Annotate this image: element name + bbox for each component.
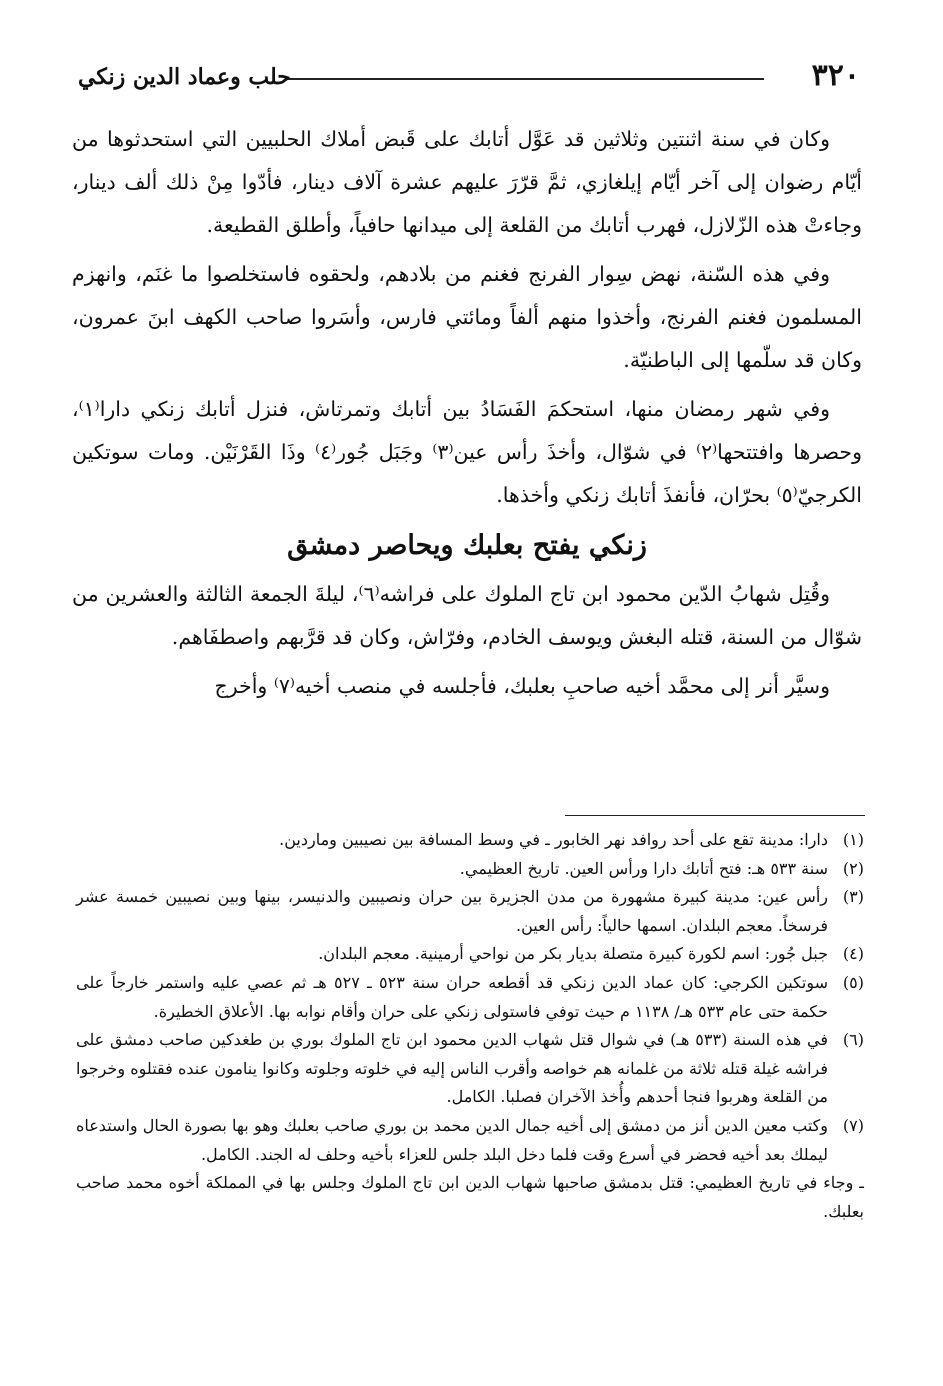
page-number: ٣٢٠	[811, 58, 860, 93]
footnote-number: (١)	[842, 830, 864, 849]
paragraph: وفي شهر رمضان منها، استحكمَ الفَسَادُ بين أتابك وتمرتاش، فنزل أتابك زنكي دارا⁽١⁾، وحصرها وافتتحها⁽٢⁾ في شوّال، وأخذَ رأس عين⁽٣⁾ وجَبَل جُور⁽٤⁾ وذَا القَرْنَيْن. ومات سوتكين الكرجيّ⁽٥⁾ بحرّان، فأنفذَ أتابك زنكي وأخذها.	[72, 397, 862, 507]
footnote-number: (٤)	[842, 944, 864, 964]
footnote	[76, 855, 864, 884]
footnote-number: (٦)	[842, 1030, 864, 1050]
paragraph: وكان في سنة اثنتين وثلاثين قد عَوَّل أتابك على قَبض أملاك الحلبيين التي استحدثوها من أيّام رضوان إلى آخر أيّام إيلغازي، ثمَّ قرّرَ عليهم عشرة آلاف دينار، فأدّوا مِنْ ذلك ألف دينار، وجاءتْ هذه الزّلازل، فهرب أتابك من القلعة إلى ميدانها حافياً، وأطلق القطيعة.	[72, 127, 862, 237]
section-heading: زنكي يفتح بعلبك ويحاصر دمشق	[287, 530, 647, 561]
footnote-text: سنة ٥٣٣ هـ: فتح أتابك دارا ورأس العين. تاريخ العظيمي.	[459, 858, 828, 878]
footnote	[76, 940, 864, 969]
footnote	[76, 883, 864, 940]
footnote-continuation	[76, 1169, 864, 1226]
footnote-text: دارا: مدينة تقع على أحد روافد نهر الخابور ـ في وسط المسافة بين نصيبين وماردين.	[279, 830, 828, 849]
running-title: حلب وعماد الدين زنكي	[78, 64, 291, 90]
footnote-text: رأس عين: مدينة كبيرة مشهورة من مدن الجزيرة بين حران ونصيبين والدنيسر، بينها وبين نصيبين خمسة عشر فرسخاً. معجم البلدان. اسمها حالياً: رأس العين.	[76, 887, 828, 935]
footnote	[76, 969, 864, 1026]
header-rule	[288, 78, 764, 80]
footnote-text: جبل جُور: اسم لكورة كبيرة متصلة بديار بكر من نواحي أرمينية. معجم البلدان.	[318, 944, 828, 964]
footnote-text: سوتكين الكرجي: كان عماد الدين زنكي قد أقطعه حران سنة ٥٢٣ ـ ٥٢٧ هـ ثم عصي عليه واستمر خارجاً على حكمة حتى عام ٥٣٣ هـ/ ١١٣٨ م حيث توفي فاستولى زنكي على حران وأقام نوابه بها. الأعلاق الخطيرة.	[76, 972, 829, 1021]
paragraph: وسيَّر أنر إلى محمَّد أخيه صاحبِ بعلبك، فأجلسه في منصب أخيه⁽٧⁾ وأخرج	[214, 674, 830, 698]
footnote	[76, 1026, 864, 1112]
paragraph: وقُتِل شهابُ الدّين محمود ابن تاج الملوك على فراشه⁽٦⁾، ليلةَ الجمعة الثالثة والعشرين من شوّال من السنة، قتله البغش ويوسف الخادم، وفرّاش، وكان قد قرَّبهم واصطفَاهم.	[72, 582, 862, 649]
footnote-separator	[565, 815, 865, 816]
paragraph: وفي هذه السّنة، نهض سِوار الفرنج فغنم من بلادهم، ولحقوه فاستخلصوا ما غنَم، وانهزم المسلمون فغنم الفرنج، وأخذوا منهم ألفاً ومائتي فارس، وأسَروا صاحب الكهف ابنَ عمرون، وكان قد سلّمها إلى الباطنيّة.	[72, 262, 862, 372]
running-header	[78, 58, 860, 98]
footnote	[76, 1112, 864, 1169]
main-text	[72, 118, 862, 714]
footnote-text: ـ وجاء في تاريخ العظيمي: قتل بدمشق صاحبها شهاب الدين ابن تاج الملوك وجلس بها في المملكة أخوه محمد صاحب بعلبك.	[76, 1173, 864, 1221]
footnote-text: في هذه السنة (٥٣٣ هـ) في شوال قتل شهاب الدين محمود ابن تاج الملوك بوري بن طغدكين صاحب دمشق على فراشه غيلة قتله ثلاثة من غلمانه هم خواصه وأقرب الناس إليه في خلوته وجلوته وكانوا ينامون عنده فقتلوه وخرجوا من القلعة وهربوا فنجا أحدهم وأُخذ الآخران فصلبا. الكامل.	[76, 1030, 829, 1107]
footnote	[76, 826, 864, 855]
footnote-number: (٢)	[842, 858, 864, 878]
footnote-number: (٧)	[842, 1115, 864, 1135]
footnotes	[76, 826, 864, 1226]
footnote-text: وكتب معين الدين أنز من دمشق إلى أخيه جمال الدين محمد بن بوري صاحب بعلبك وهو بها بصورة الحال واستدعاه ليملك بعد أخيه فحضر في أسرع وقت فلما دخل البلد جلس للعزاء بأخيه وحلف له الجند. الكامل.	[76, 1115, 828, 1164]
footnote-number: (٥)	[842, 972, 864, 992]
footnote-number: (٣)	[842, 887, 864, 907]
